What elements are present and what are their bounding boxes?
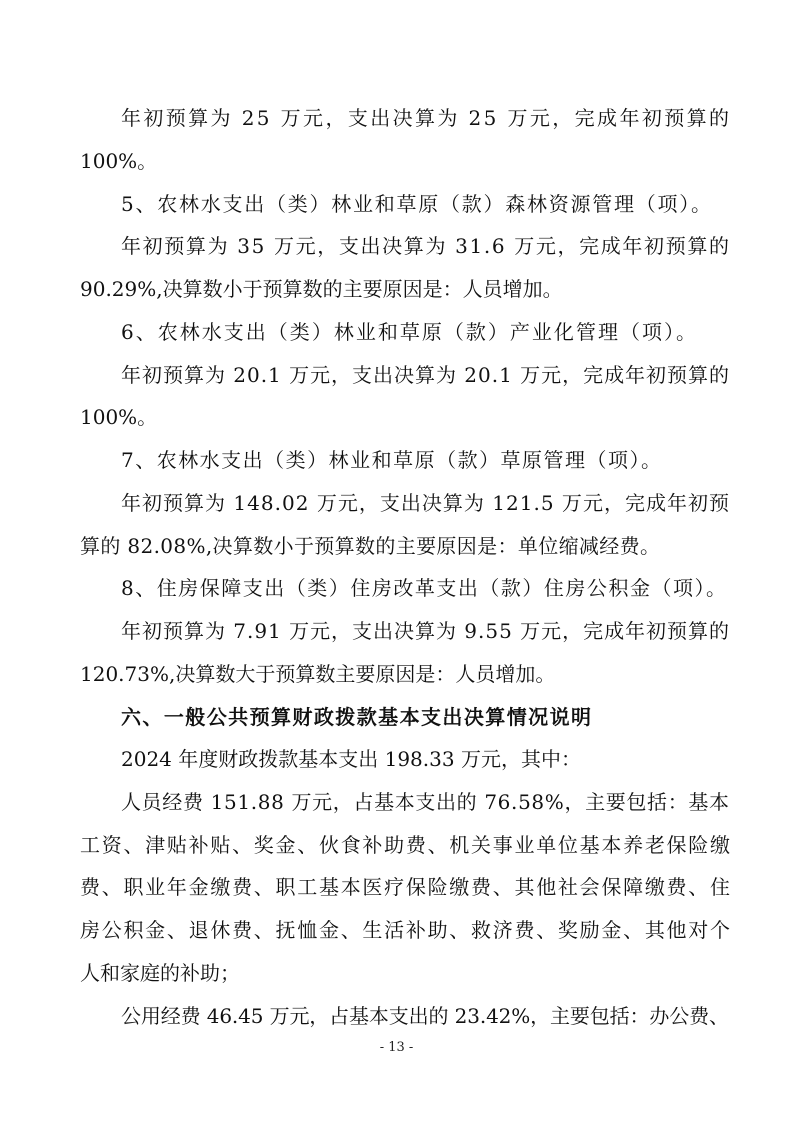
- paragraph-line: 费、职业年金缴费、职工基本医疗保险缴费、其他社会保障缴费、住: [80, 875, 732, 899]
- paragraph-line: 人和家庭的补助；: [80, 961, 240, 985]
- paragraph-line: 年初预算为 148.02 万元，支出决算为 121.5 万元，完成年初预: [121, 491, 731, 515]
- item-title: 7、农林水支出（类）林业和草原（款）草原管理（项）。: [121, 448, 663, 472]
- paragraph-line: 房公积金、退休费、抚恤金、生活补助、救济费、奖励金、其他对个: [80, 918, 732, 942]
- paragraph-line: 人员经费 151.88 万元，占基本支出的 76.58%，主要包括：基本: [121, 790, 730, 814]
- paragraph-line: 100%。: [80, 149, 158, 173]
- paragraph-line: 年初预算为 35 万元，支出决算为 31.6 万元，完成年初预算的: [121, 234, 731, 258]
- paragraph-line: 公用经费 46.45 万元，占基本支出的 23.42%，主要包括：办公费、: [121, 1004, 729, 1028]
- paragraph-line: 2024 年度财政拨款基本支出 198.33 万元，其中：: [121, 747, 581, 771]
- paragraph-line: 年初预算为 20.1 万元，支出决算为 20.1 万元，完成年初预算的: [121, 363, 730, 387]
- item-title: 6、农林水支出（类）林业和草原（款）产业化管理（项）。: [121, 320, 698, 344]
- paragraph-line: 年初预算为 7.91 万元，支出决算为 9.55 万元，完成年初预算的: [121, 619, 730, 643]
- paragraph-line: 90.29%,决算数小于预算数的主要原因是：人员增加。: [80, 277, 563, 301]
- paragraph-line: 120.73%,决算数大于预算数主要原因是：人员增加。: [80, 662, 556, 686]
- paragraph-line: 100%。: [80, 405, 158, 429]
- paragraph-line: 工资、津贴补贴、奖金、伙食补助费、机关事业单位基本养老保险缴: [80, 833, 732, 857]
- paragraph-line: 年初预算为 25 万元，支出决算为 25 万元，完成年初预算的: [121, 106, 732, 130]
- item-title: 8、住房保障支出（类）住房改革支出（款）住房公积金（项）。: [121, 576, 728, 600]
- page-number: - 13 -: [379, 1040, 414, 1055]
- section-heading: 六、一般公共预算财政拨款基本支出决算情况说明: [121, 705, 593, 729]
- item-title: 5、农林水支出（类）林业和草原（款）森林资源管理（项）。: [121, 192, 713, 216]
- paragraph-line: 算的 82.08%,决算数小于预算数的主要原因是：单位缩减经费。: [80, 534, 661, 558]
